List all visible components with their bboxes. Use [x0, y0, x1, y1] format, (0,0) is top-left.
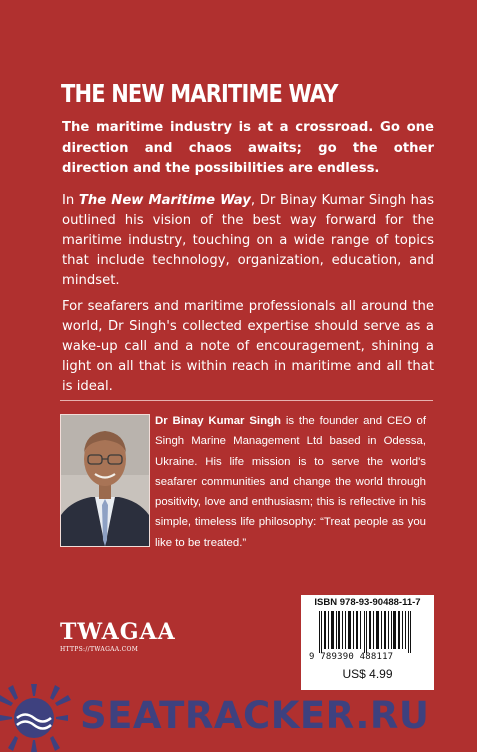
lead-paragraph: The maritime industry is at a crossroad. Go one direction and chaos awaits; go the other direction and the possibilities are endless. — [62, 120, 434, 176]
barcode-first-digit: 9 — [309, 652, 315, 662]
watermark-text: SEATRACKER.RU — [80, 694, 430, 737]
barcode-left-digits: 789390 — [320, 652, 354, 662]
publisher-url: HTTPS://TWAGAA.COM — [60, 646, 139, 653]
description-intro: In — [62, 193, 79, 208]
isbn-label: ISBN 978-93-90488-11-7 — [314, 597, 421, 608]
description-paragraph — [62, 191, 434, 291]
book-title-inline: The New Maritime Way — [78, 193, 251, 208]
publisher-block — [60, 619, 176, 670]
author-bio-text: is the founder and CEO of Singh Marine Management Ltd based in Odessa, Ukraine. His life mission is to serve the world's seafarer communities and change the world through positivity, love and enthusiasm; this is reflective in his simple, timeless life philosophy: “Treat people as you like to be treated.” — [155, 415, 426, 549]
isbn-barcode-box — [301, 595, 434, 690]
author-bio — [155, 411, 426, 553]
barcode — [309, 611, 427, 653]
audience-paragraph: For seafarers and maritime professionals all around the world, Dr Singh's collected expertise should serve as a wake-up call and a note of encouragement, shining a light on all that is within reach in maritime and all that is ideal. — [62, 299, 434, 394]
barcode-right-digits: 488117 — [359, 652, 394, 662]
author-photo — [60, 414, 150, 547]
section-divider — [60, 400, 433, 401]
price-label: US$ 4.99 — [342, 667, 393, 681]
description-text: , Dr Binay Kumar Singh has outlined his vision of the best way forward for the maritime industry, touching on a wide range of topics that include technology, organization, education, and mindset. — [62, 193, 434, 288]
publisher-logo: TWAGAA — [60, 619, 176, 645]
book-title: THE NEW MARITIME WAY — [61, 79, 338, 108]
sun-watermark-icon — [0, 678, 74, 752]
barcode-digits — [309, 652, 429, 662]
author-name: Dr Binay Kumar Singh — [155, 415, 281, 427]
